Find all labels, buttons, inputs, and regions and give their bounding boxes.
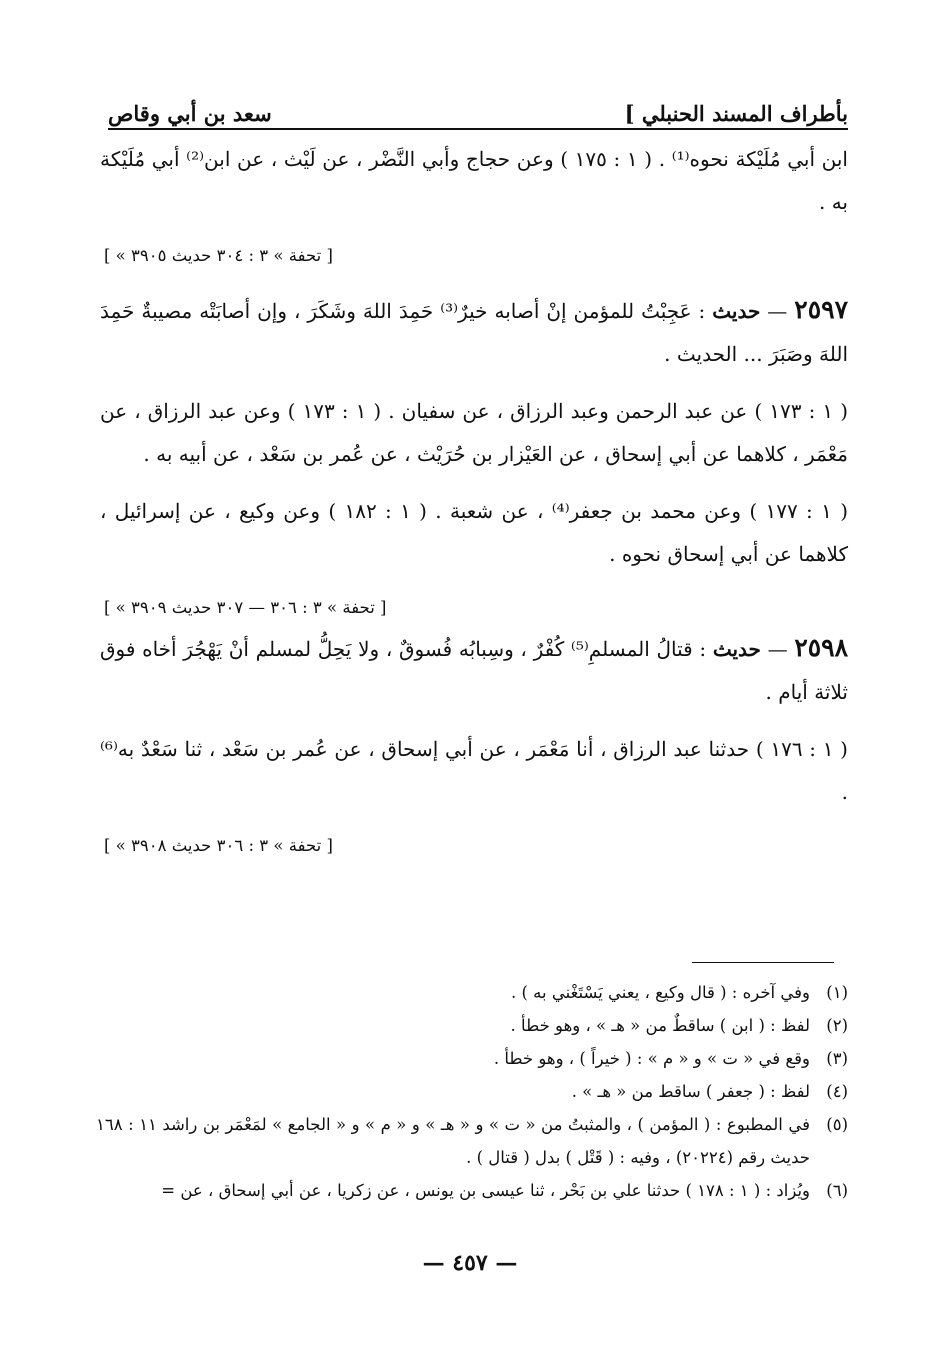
footnote-text: وقع في « ت » و « م » : ( خيراً ) ، وهو خطأ .: [493, 1049, 810, 1068]
footnote-number: (٥): [826, 1115, 848, 1134]
footnote-number: (٢): [826, 1016, 848, 1035]
hadith-2597: ٢٥٩٧ — حديث : عَجِبْتُ للمؤمن إنْ أصابه خيرٌ⁽³⁾ حَمِدَ اللهَ وشَكَرَ ، وإن أصابَتْه مصيبةٌ حَمِدَ اللهَ وصَبَرَ ... الحديث .: [100, 295, 848, 366]
footnote-number: (٣): [826, 1049, 848, 1068]
footnote-divider: [692, 962, 834, 963]
header-divider: [108, 128, 848, 130]
footnote-text: ويُزاد : ( ١ : ١٧٨ ) حدثنا علي بن بَحْر ، ثنا عيسى بن يونس ، عن زكريا ، عن أبي إسحاق ، عن =: [161, 1181, 810, 1200]
footnote-number: (٦): [826, 1181, 848, 1200]
footnotes: [96, 976, 848, 1207]
hadith-2598: ٢٥٩٨ — حديث : قتالُ المسلمِ⁽⁵⁾ كُفْرٌ ، وسِبابُه فُسوقٌ ، ولا يَحِلُّ لمسلم أنْ يَهْجُرَ أخاه فوق ثلاثة أيام .: [100, 633, 849, 704]
footnote-item: [96, 1042, 848, 1075]
page-number: — ٤٥٧ —: [422, 1250, 518, 1276]
hadith-number: ٢٥٩٨: [794, 633, 849, 662]
isnad-paragraph: ( ١ : ١٧٣ ) عن عبد الرحمن وعبد الرزاق ، عن سفيان . ( ١ : ١٧٣ ) وعن عبد الرزاق ، عن مَعْمَر ، كلاهما عن أبي إسحاق ، عن العَيْزار بن حُرَيْث ، عن عُمر بن سَعْد ، عن أبيه به .: [100, 399, 849, 466]
hadith-text: : قتالُ المسلمِ⁽⁵⁾ كُفْرٌ ، وسِبابُه فُسوقٌ ، ولا يَحِلُّ لمسلم أنْ يَهْجُرَ أخاه فوق ثلاثة أيام .: [100, 637, 848, 704]
hadith-text: : عَجِبْتُ للمؤمن إنْ أصابه خيرٌ⁽³⁾ حَمِدَ اللهَ وشَكَرَ ، وإن أصابَتْه مصيبةٌ حَمِدَ اللهَ وصَبَرَ ... الحديث .: [100, 299, 848, 366]
footnote-item: [96, 1009, 848, 1042]
footnote-text: لفظ : ( ابن ) ساقطٌ من « هـ » ، وهو خطأ .: [510, 1016, 810, 1035]
paragraph-continuation: ابن أبي مُلَيْكة نحوه⁽¹⁾ . ( ١ : ١٧٥ ) وعن حجاج وأبي النَّضْر ، عن لَيْث ، عن ابن⁽²⁾ أبي مُلَيْكة به .: [100, 147, 848, 214]
tuhfa-reference: [ « تحفة » ٣ : ٣٠٦ — ٣٠٧ حديث ٣٩٠٩ ]: [104, 598, 387, 617]
isnad-paragraph: ( ١ : ١٧٧ ) وعن محمد بن جعفر⁽⁴⁾ ، عن شعبة . ( ١ : ١٨٢ ) وعن وكيع ، عن إسرائيل ، كلاهما عن أبي إسحاق نحوه .: [100, 499, 849, 566]
footnote-number: (١): [826, 983, 848, 1002]
footnote-text: لفظ : ( جعفر ) ساقط من « هـ » .: [571, 1082, 810, 1101]
running-header: [108, 92, 848, 126]
footnote-text: في المطبوع : ( المؤمن ) ، والمثبتُ من « ت » و « هـ » و « م » و « الجامع » لمَعْمَر بن راشد ١١ : ١٦٨ حديث رقم (٢٠٢٢٤) ، وفيه : ( قَتْل ) بدل ( قتال ) .: [96, 1115, 810, 1167]
footnote-item: [96, 1075, 848, 1108]
header-chapter-title: سعد بن أبي وقاص: [108, 101, 272, 126]
header-book-title: بأطراف المسند الحنبلي ]: [624, 101, 848, 126]
tuhfa-reference: [ « تحفة » ٣ : ٣٠٤ حديث ٣٩٠٥ ]: [104, 246, 333, 265]
footnote-item: [96, 976, 848, 1009]
tuhfa-reference: [ « تحفة » ٣ : ٣٠٦ حديث ٣٩٠٨ ]: [104, 836, 333, 855]
hadith-label: حديث: [712, 637, 761, 661]
isnad-paragraph: ( ١ : ١٧٦ ) حدثنا عبد الرزاق ، أنا مَعْمَر ، عن أبي إسحاق ، عن عُمر بن سَعْد ، ثنا سَعْدٌ به⁽⁶⁾ .: [100, 737, 848, 804]
footnote-number: (٤): [826, 1082, 848, 1101]
hadith-number: ٢٥٩٧: [794, 295, 848, 324]
hadith-label: حديث: [712, 299, 761, 323]
main-text: [100, 138, 848, 864]
footnote-item: [96, 1108, 848, 1174]
footnote-text: وفي آخره : ( قال وكيع ، يعني يَسْتَغْني به ) .: [510, 983, 810, 1002]
footnote-item: [96, 1174, 848, 1207]
